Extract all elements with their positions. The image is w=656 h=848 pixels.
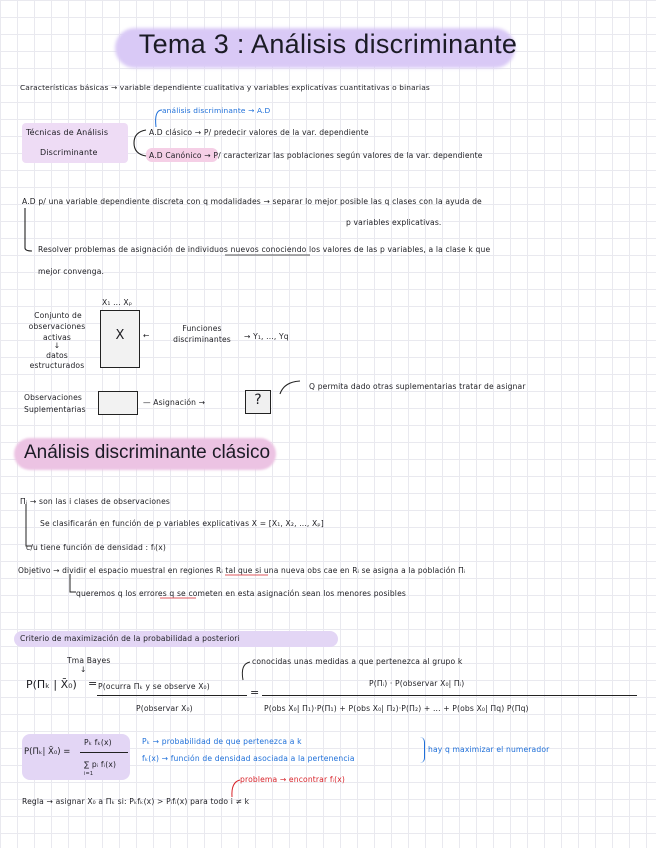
bayes-arrow: ↓	[80, 665, 87, 674]
intro-line: Características básicas → variable dependiente cualitativa y variables explicativas cuantitativas o binarias	[20, 83, 430, 92]
functions-label-2: discriminantes	[173, 335, 231, 344]
purpose-line-2: p variables explicativas.	[346, 218, 442, 227]
supplementary-note: Q permita dado otras suplementarias tratar de asignar	[309, 382, 526, 391]
active-label-2: observaciones	[28, 322, 86, 331]
matrix-x: X	[115, 328, 125, 343]
supplementary-label-1: Observaciones	[24, 393, 83, 402]
objective-bracket	[70, 574, 76, 592]
ad-annotation: análisis discriminante → A.D	[162, 106, 271, 115]
density-line: c/u tiene función de densidad : fᵢ(x)	[26, 543, 167, 552]
assignment-label: — Asignación →	[143, 398, 206, 407]
purpose-bracket	[25, 208, 32, 251]
numerator-1: P(ocurra Πₖ y se observe X₀)	[98, 682, 210, 691]
objective-line: Objetivo → dividir el espacio muestral en regiones Rᵢ tal que si una nueva obs cae en Rᵢ se asigna a la población Πᵢ	[18, 566, 466, 575]
purpose-line-4: mejor convenga.	[38, 267, 105, 276]
technique-classic: A.D clásico → P/ predecir valores de la var. dependiente	[149, 128, 369, 137]
section-title: Análisis discriminante clásico	[24, 442, 271, 463]
objective-line-2: queremos q los errores q se cometen en esta asignación sean los menores posibles	[76, 589, 406, 598]
numerator-3: Pₖ fₖ(x)	[84, 738, 112, 747]
classified-line: Se clasificarán en función de p variables explicativas X = [X₁, X₂, ..., Xₚ]	[40, 519, 324, 528]
techniques-label-1: Técnicas de Análisis	[26, 128, 109, 137]
left-arrow: ←	[143, 331, 150, 340]
active-label-1: Conjunto de	[34, 311, 82, 320]
equals-1: =	[88, 677, 98, 690]
active-label-3: activas	[42, 333, 72, 342]
purpose-line-3: Resolver problemas de asignación de individuos nuevos conociendo los valores de las p variables, a la clase k que	[38, 245, 491, 254]
technique-canonical: A.D Canónico → P/ caracterizar las poblaciones según valores de la var. dependiente	[149, 151, 483, 160]
supplementary-label-2: Suplementarias	[24, 405, 86, 414]
maximize-note: hay q maximizar el numerador	[428, 745, 550, 754]
note-arrow	[280, 381, 300, 394]
functions-output: → Y₁, ..., Yq	[244, 332, 289, 341]
denominator-3: ∑ pᵢ fᵢ(x)	[84, 760, 117, 769]
fk-definition: fₖ(x) → función de densidad asociada a la pertenencia	[142, 754, 355, 763]
down-arrow: ↓	[53, 341, 61, 350]
denominator-2: P(obs X₀| Π₁)·P(Π₁) + P(obs X₀| Π₂)·P(Π₂) + ... + P(obs X₀| Πq) P(Πq)	[264, 704, 529, 713]
techniques-brace	[134, 130, 146, 156]
functions-label-1: Funciones	[182, 324, 222, 333]
posterior-lhs-2: P(Πₖ| X̄₀) =	[24, 747, 71, 757]
page-title: Tema 3 : Análisis discriminante	[138, 29, 518, 59]
denominator-1: P(observar X₀)	[136, 704, 193, 713]
known-connector	[242, 662, 250, 680]
active-label-4: datos	[46, 351, 68, 360]
known-note: conocidas unas medidas a que pertenezca al grupo k	[252, 657, 463, 666]
bayes-label: Tma Bayes	[67, 656, 111, 665]
annotation-connector	[156, 110, 162, 127]
pi-line: Πᵢ → son las i clases de observaciones	[20, 497, 171, 506]
numerator-2: P(Πᵢ) · P(observar X₀| Πᵢ)	[369, 679, 465, 688]
problem-connector	[232, 780, 240, 797]
equals-2: =	[250, 686, 260, 699]
purpose-line-1: A.D p/ una variable dependiente discreta con q modalidades → separar lo mejor posible las q clases con la ayuda de	[22, 197, 482, 206]
question-mark: ?	[254, 392, 262, 408]
problem-note: problema → encontrar fᵢ(x)	[240, 775, 346, 784]
techniques-label-2: Discriminante	[40, 148, 98, 157]
posterior-lhs: P(Πₖ | X̄₀)	[26, 678, 77, 691]
criterion-title: Criterio de maximización de la probabilidad a posteriori	[20, 634, 240, 643]
pk-definition: Pₖ → probabilidad de que pertenezca a k	[142, 737, 302, 746]
columns-label: X₁ ... Xₚ	[102, 298, 133, 307]
sum-index: i=1	[84, 771, 94, 777]
decision-rule: Regla → asignar X₀ a Πₖ si: Pₖfₖ(x) > Pᵢfᵢ(x) para todo i ≠ k	[22, 797, 250, 806]
pi-bracket	[26, 504, 32, 546]
active-label-5: estructurados	[29, 361, 85, 370]
